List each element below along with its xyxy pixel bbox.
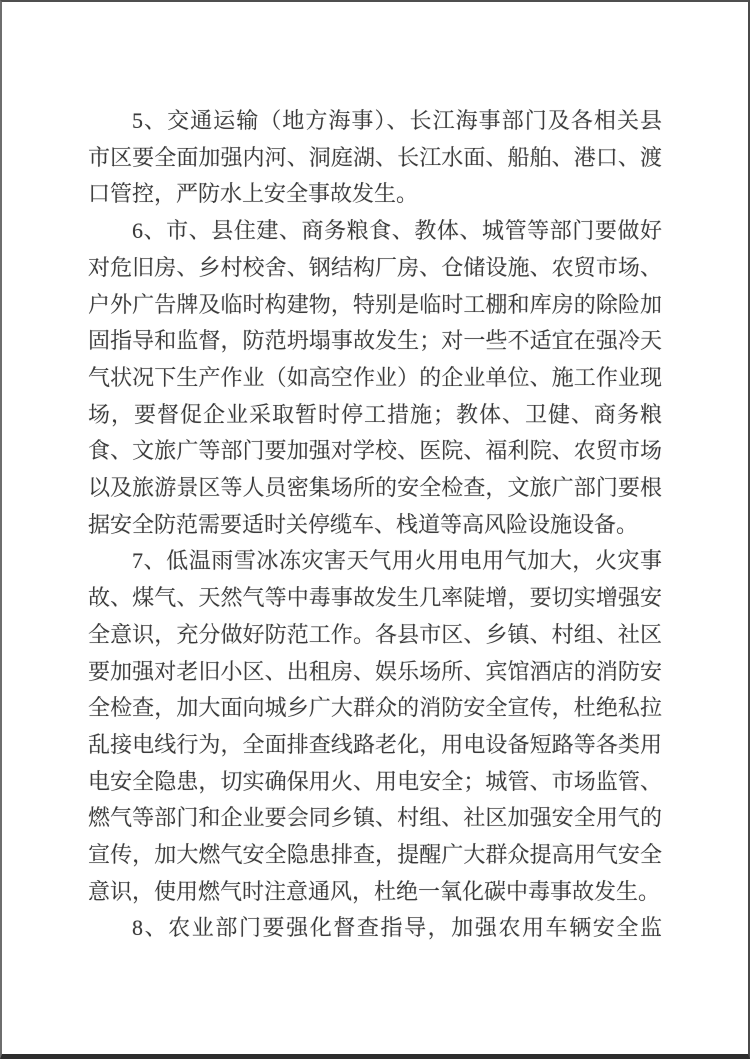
paragraph-5 bbox=[88, 103, 662, 213]
text-line: 电安全隐患，切实确保用火、用电安全；城管、市场监管、 bbox=[88, 768, 662, 794]
text-line: 燃气等部门和企业要会同乡镇、村组、社区加强安全用气的 bbox=[88, 805, 662, 831]
text-line: 气状况下生产作业（如高空作业）的企业单位、施工作业现 bbox=[88, 364, 662, 390]
text-line: 6、市、县住建、商务粮食、教体、城管等部门要做好 bbox=[132, 218, 662, 244]
text-line: 故、煤气、天然气等中毒事故发生几率陡增，要切实增强安 bbox=[88, 585, 662, 611]
text-line: 户外广告牌及临时构建物，特别是临时工棚和库房的除险加 bbox=[88, 291, 662, 317]
text-line: 乱接电线行为，全面排查线路老化，用电设备短路等各类用 bbox=[88, 731, 662, 757]
text-line: 市区要全面加强内河、洞庭湖、长江水面、船舶、港口、渡 bbox=[88, 144, 662, 170]
text-line: 口管控，严防水上安全事故发生。 bbox=[88, 181, 419, 207]
paragraph-7 bbox=[88, 543, 662, 910]
text-line: 7、低温雨雪冰冻灾害天气用火用电用气加大，火灾事 bbox=[132, 548, 662, 574]
text-line: 宣传，加大燃气安全隐患排查，提醒广大群众提高用气安全 bbox=[88, 842, 662, 868]
text-line: 全意识，充分做好防范工作。各县市区、乡镇、村组、社区 bbox=[88, 621, 662, 647]
text-line: 场，要督促企业采取暂时停工措施；教体、卫健、商务粮 bbox=[88, 401, 662, 427]
text-line: 据安全防范需要适时关停缆车、栈道等高风险设施设备。 bbox=[88, 511, 639, 537]
paragraph-6 bbox=[88, 213, 662, 543]
text-line: 以及旅游景区等人员密集场所的安全检查，文旅广部门要根 bbox=[88, 475, 662, 501]
text-line: 食、文旅广等部门要加强对学校、医院、福利院、农贸市场 bbox=[88, 438, 662, 464]
text-line: 要加强对老旧小区、出租房、娱乐场所、宾馆酒店的消防安 bbox=[88, 658, 662, 684]
text-line: 全检查，加大面向城乡广大群众的消防安全宣传，杜绝私拉 bbox=[88, 695, 662, 721]
text-line: 8、农业部门要强化督查指导，加强农用车辆安全监 bbox=[132, 915, 662, 941]
document-body bbox=[2, 2, 748, 947]
text-line: 5、交通运输（地方海事）、长江海事部门及各相关县 bbox=[132, 108, 662, 133]
paragraph-8 bbox=[88, 910, 662, 947]
text-line: 对危旧房、乡村校舍、钢结构厂房、仓储设施、农贸市场、 bbox=[88, 254, 662, 280]
text-line: 意识，使用燃气时注意通风，杜绝一氧化碳中毒事故发生。 bbox=[88, 878, 661, 904]
text-line: 固指导和监督，防范坍塌事故发生；对一些不适宜在强冷天 bbox=[88, 328, 662, 354]
